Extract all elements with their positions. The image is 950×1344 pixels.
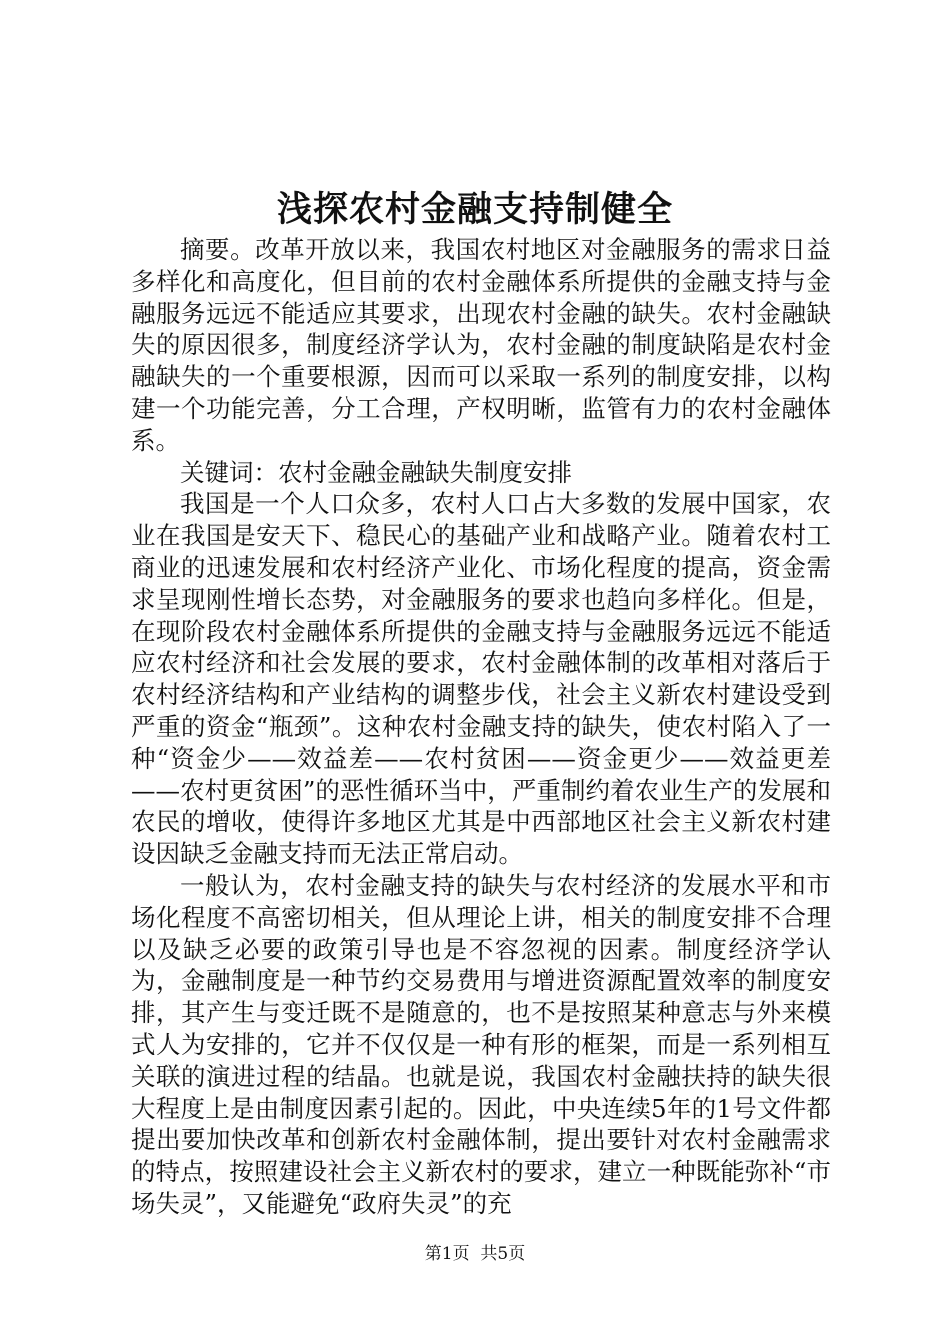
body-paragraph: 一般认为，农村金融支持的缺失与农村经济的发展水平和市场化程度不高密切相关，但从理论上讲，相关的制度安排不合理以及缺乏必要的政策引导也是不容忽视的因素。制度经济学认为，金融制度是一种节约交易费用与增进资源配置效率的制度安排，其产生与变迁既不是随意的，也不是按照某种意志与外来模式人为安排的，它并不仅仅是一种有形的框架，而是一系列相互关联的演进过程的结晶。也就是说，我国农村金融扶持的缺失很大程度上是由制度因素引起的。因此，中央连续5年的1号文件都提出要加快改革和创新农村金融体制，提出要针对农村金融需求的特点，按照建设社会主义新农村的要求，建立一种既能弥补“市场失灵”，又能避免“政府失灵”的充 [131, 870, 831, 1218]
page-footer: 第1页 共5页 [424, 1244, 526, 1264]
keywords-paragraph: 关键词：农村金融金融缺失制度安排 [180, 457, 572, 487]
document-title: 浅探农村金融支持制健全 [276, 189, 673, 230]
document-body [131, 234, 831, 1220]
body-paragraph: 我国是一个人口众多，农村人口占大多数的发展中国家，农业在我国是安天下、稳民心的基础产业和战略产业。随着农村工商业的迅速发展和农村经济产业化、市场化程度的提高，资金需求呈现刚性增长态势，对金融服务的要求也趋向多样化。但是，在现阶段农村金融体系所提供的金融支持与金融服务远远不能适应农村经济和社会发展的要求，农村金融体制的改革相对落后于农村经济结构和产业结构的调整步伐，社会主义新农村建设受到严重的资金“瓶颈”。这种农村金融支持的缺失，使农村陷入了一种“资金少——效益差——农村贫困——资金更少——效益更差——农村更贫困”的恶性循环当中，严重制约着农业生产的发展和农民的增收，使得许多地区尤其是中西部地区社会主义新农村建设因缺乏金融支持而无法正常启动。 [131, 489, 831, 869]
abstract-paragraph: 摘要。改革开放以来，我国农村地区对金融服务的需求日益多样化和高度化，但目前的农村金融体系所提供的金融支持与金融服务远远不能适应其要求，出现农村金融的缺失。农村金融缺失的原因很多，制度经济学认为，农村金融的制度缺陷是农村金融缺失的一个重要根源，因而可以采取一系列的制度安排，以构建一个功能完善，分工合理，产权明晰，监管有力的农村金融体系。 [131, 235, 831, 455]
